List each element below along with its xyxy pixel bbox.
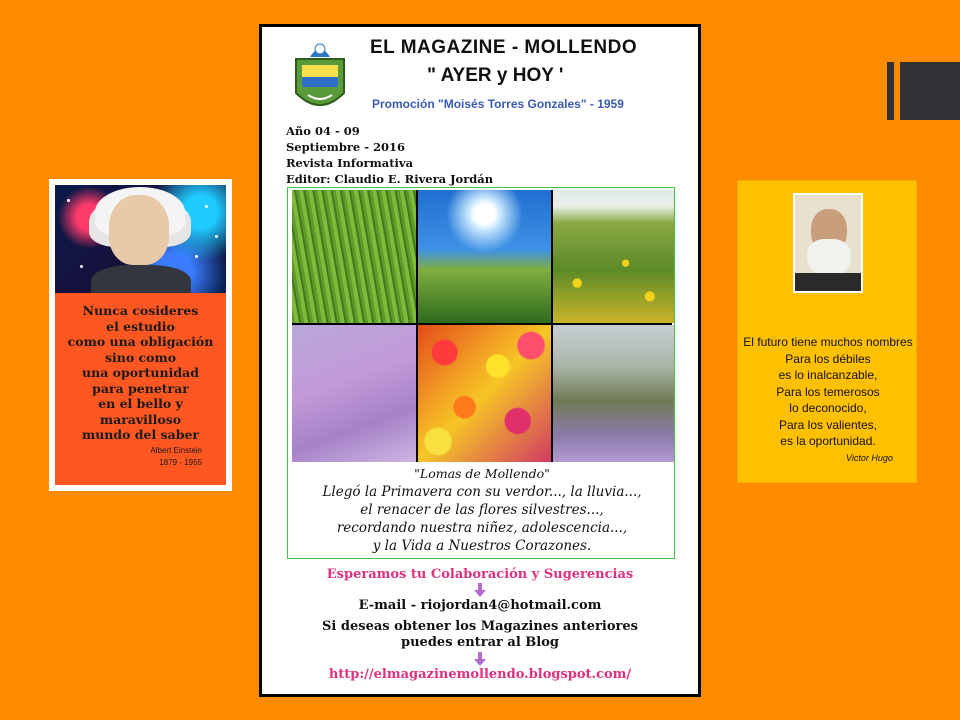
quote-author: Albert Einstein <box>150 445 202 455</box>
quote-line: Para los débiles <box>785 351 871 366</box>
poem-line: Llegó la Primavera con su verdor..., la lluvia..., <box>322 484 642 500</box>
einstein-quote-card <box>49 179 232 491</box>
quote-line: sino como <box>104 349 177 365</box>
yellow-flowers-hill-image <box>553 190 674 323</box>
colorful-flowers-image <box>418 325 551 462</box>
blog-info <box>262 619 698 651</box>
wheat-field-image <box>292 190 416 323</box>
quote-line: como una obligación <box>67 334 214 349</box>
quote-line: una oportunidad <box>82 365 199 380</box>
purple-flower-field-image <box>292 325 416 462</box>
arrow-down-icon <box>474 590 486 597</box>
crest-icon <box>288 39 352 117</box>
blog-url-link[interactable]: http://elmagazinemollendo.blogspot.com/ <box>328 667 632 682</box>
poem-line: recordando nuestra niñez, adolescencia..., <box>336 520 628 536</box>
sun-over-wheat-image <box>418 190 551 323</box>
issue-meta <box>286 123 493 187</box>
einstein-portrait-icon <box>55 185 226 293</box>
quote-author: Victor Hugo <box>846 453 893 463</box>
magazine-subtitle: " AYER y HOY ' <box>427 65 564 86</box>
decorative-bar <box>887 62 894 120</box>
victor-hugo-portrait-icon <box>793 193 863 293</box>
issue-editor: Editor: Claudio E. Rivera Jordán <box>286 172 494 186</box>
quote-years: 1879 - 1955 <box>159 457 202 467</box>
victor-hugo-quote-card <box>737 180 917 483</box>
quote-line: en el bello y maravilloso <box>98 396 183 427</box>
quote-line: es lo inalcanzable, <box>778 368 878 382</box>
issue-date: Septiembre - 2016 <box>286 140 406 154</box>
magazine-title: EL MAGAZINE - MOLLENDO <box>370 37 638 58</box>
issue-type: Revista Informativa <box>286 156 414 170</box>
quote-line: El futuro tiene muchos nombres <box>743 335 913 349</box>
einstein-quote <box>55 293 226 485</box>
purple-hills-sea-image <box>553 325 674 462</box>
blog-info-line: Si deseas obtener los Magazines anteriores <box>322 619 638 634</box>
quote-line: Para los valientes, <box>778 417 878 432</box>
quote-line: es la oportunidad. <box>780 434 876 448</box>
photo-collage <box>287 187 675 559</box>
quote-line: Nunca cosideres <box>82 303 199 318</box>
quote-line: el estudio <box>106 318 175 334</box>
quote-line: Para los temerosos <box>776 384 880 399</box>
promotion-label: Promoción "Moisés Torres Gonzales" - 1959 <box>372 97 624 111</box>
email-link[interactable]: E-mail - riojordan4@hotmail.com <box>358 598 602 613</box>
magazine-cover <box>259 24 701 697</box>
victor-hugo-quote <box>738 334 918 450</box>
arrow-down-icon <box>474 659 486 666</box>
poem-line: el renacer de las flores silvestres..., <box>360 502 604 518</box>
poem <box>288 465 676 555</box>
decorative-block <box>900 62 960 120</box>
poem-title: "Lomas de Mollendo" <box>414 466 550 481</box>
blog-info-line: puedes entrar al Blog <box>401 635 559 650</box>
quote-line: para penetrar <box>92 380 189 396</box>
poem-line: y la Vida a Nuestros Corazones. <box>372 538 592 554</box>
quote-line: mundo del saber <box>81 427 200 442</box>
collaboration-text: Esperamos tu Colaboración y Sugerencias <box>326 567 634 582</box>
quote-line: lo deconocido, <box>789 401 867 415</box>
issue-year: Año 04 - 09 <box>286 124 360 138</box>
